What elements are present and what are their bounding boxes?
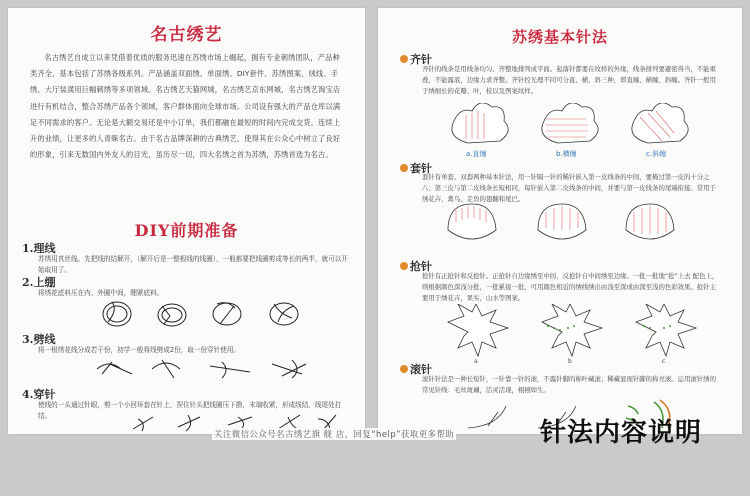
- section-heading-lixian: 1.理线: [22, 242, 56, 255]
- bullet-icon: [400, 262, 408, 270]
- stitch-title: 苏绣基本针法: [511, 28, 608, 46]
- section-heading-pixian: 3.劈线: [22, 333, 56, 346]
- footer-text: 关注微信公众号名古绣艺旗 舰 店，回复“help”获取更多帮助: [214, 429, 455, 439]
- stitch-heading-qizhen: 齐针: [400, 51, 432, 67]
- right-page: [378, 8, 742, 434]
- stitch-desc-qizhen: 齐针的线条是用线条均匀、齐整地排列成平面。起落针都要在纹样的外缘，线条排列要避密得当，不能重叠，不能露底，边缘力求齐整。齐针控光理不同可分直、横、斜三种，即直缠、横缠、斜缠。齐针一般用于绣细长的花瓣、叶，枝以及图案纹样。: [422, 65, 716, 95]
- bullet-icon: [400, 164, 408, 172]
- qizhen-illustration: [438, 103, 708, 161]
- qiangzhen-illustration: [438, 304, 718, 364]
- thread-splitting-illustration: [92, 354, 342, 384]
- brand-intro: 名古绣艺自成立以来凭借着优质的服务迅速在苏绣市场上崛起，拥有专业刺绣团队，产品种类齐全，基本包括了苏绣各级系列。产品涵盖双面绣、单面绣、DIY套件、苏绣图案、绒线、手绣、大厅装潢用巨幅刺绣等多项领域。名古绣艺天猫网城，名古绣艺京东网城，名古绣艺淘宝店进行有机结合，整合苏绣产品各个领域，客户群体面向全球市场。公司设有强大的产品仓库以满足不同需求的客户。无论是大额交易还是中小订单，我们都融在最短的时间内完成交货，连续上升的业绩，让更多的人青睐名古。由于名古品牌深耕的古典绣艺，使得其在公众心中树立了良好的形象，引来无数国内外友人的目光，虽历尽一切，四大名绣之首为苏绣，苏绣首选为名古。: [30, 53, 341, 160]
- stitch-desc-qiangzhen: 抢针有正抢针和反抢针。正抢针自边缘绣至中间，反抢针自中间绣至边缘。一批一批地“抢”上去 配色上，则根据颜色深浅分批，一批累接一批，可用颜色相近的绣线绣出由浅至深或由深至浅的色彩效果。抢针主要用于绣花卉，果实，山水等图案。: [422, 272, 719, 302]
- section-desc-shangbeng: 将绣花底料压在内、外圈中间，绷紧底料。: [38, 289, 164, 297]
- section-heading-shangbeng: 2.上绷: [22, 276, 56, 289]
- bullet-icon: [400, 55, 408, 63]
- stitch-desc-taozhen: 套针有单套、双套两种基本针法，用一针隔一针的稀针嵌入第一皮线条的中间，要掩过第一皮的十分之八；第三皮与第二皮线条长短相同，每针嵌入第二皮线条的中间，并要与第一皮线条的尾端衔接。常用于绣花卉、禽鸟、走兽的翅翻和尾巴。: [422, 173, 716, 203]
- diy-title: DIY前期准备: [134, 221, 239, 240]
- section-desc-chuanzhen: 使线的一头通过针眼，剪一个小回环套在针上，捏住针头把线圈压下撸，末端收紧，形成线结，线尾处打结。: [38, 401, 342, 420]
- brand-title: 名古绣艺: [150, 25, 223, 45]
- stitch-heading-qiangzhen: 抢针: [400, 258, 432, 274]
- bullet-icon: [400, 365, 408, 373]
- hoop-illustration: [92, 298, 342, 330]
- section-desc-lixian: 苏绣用真丝线。先把线的结解开，（解开后是一整根线的线圈），一般都要把线圈剪成等长的两半，就可以开始取用了。: [38, 255, 348, 274]
- taozhen-illustration: [444, 200, 714, 248]
- stitch-desc-gunzhen: 滚针针法是一种长短针，一针靠一针的滚，不露针脚的称叶藏滚；稀藏显现针脚的称亮滚。运用滚针绣的常见针线：毛丝斑斓，活灵活现，栩栩如生。: [422, 375, 716, 394]
- section-heading-chuanzhen: 4.穿针: [22, 388, 56, 401]
- stitch-heading-gunzhen: 滚针: [400, 361, 432, 377]
- caption-qiangzhen-c: c: [662, 358, 666, 364]
- left-page: [8, 8, 365, 434]
- caption-qizhen-c: c.斜缠: [646, 150, 667, 158]
- caption-qiangzhen-b: b: [568, 358, 572, 364]
- stitch-heading-taozhen: 套针: [400, 160, 432, 176]
- caption-qiangzhen-a: a: [474, 358, 478, 364]
- footer-banner: 针法内容说明: [540, 418, 703, 448]
- caption-qizhen-b: b.横缠: [556, 150, 577, 158]
- caption-qizhen-a: a.直缠: [466, 150, 487, 158]
- section-desc-pixian: 将一根绣花线分成若干份，初学一般将线劈成2份，取一份穿针使用。: [38, 346, 241, 354]
